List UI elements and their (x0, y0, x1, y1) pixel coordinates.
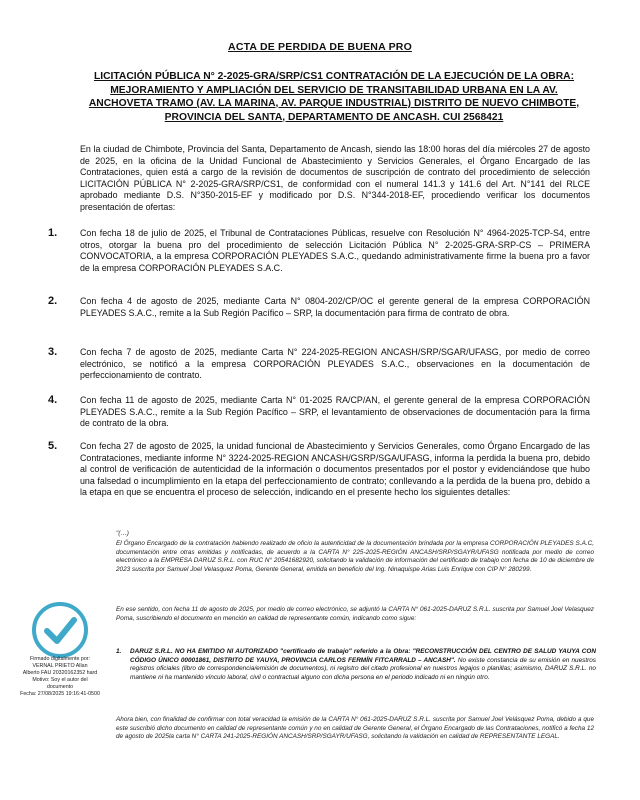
signature-line: Fecha: 27/08/2025 19:16:41-0500 (20, 691, 100, 697)
quote-paragraph-1: El Órgano Encargado de la contratación habiendo realizado de oficio la autenticidad de la documentación brindada por la empresa CORPORACIÓN PLEYADES S.A.C, documentación entre otras emitidas y notificadas, de acuerdo a la CARTA N° 225-2025-REGIÓN ANCASH/SRP/SGAYR/UFASG notificada por medio de correo electrónico a la EMPRESA DARUZ S.R.L. con RUC N° 20541682920, solicitando la validación de información del certificado de trabajo con fecha de 10 de diciembre de 2023 suscrita por Samuel Joel Velasquez Poma, Gerente General, emitida en beneficio del Ing. Ninaquispe Arias Luis Enrique con CIP N° 280299. (116, 540, 594, 573)
list-item-number: 2. (48, 295, 58, 307)
intro-paragraph: En la ciudad de Chimbote, Provincia del Santa, Departamento de Ancash, siendo las 18:00 horas del día miércoles 27 de agosto de 2025, en la oficina de la Unidad Funcional de Abastecimiento y Servicios Generales, el Órgano Encargado de las Contrataciones, quien está a cargo de la revisión de documentos de suscripción de contrato del procedimiento de selección LICITACIÓN PÚBLICA N° 2-2025-GRA/SRP/CS1, de conformidad con el numeral 141.3 y 141.6 del Art. N°141 del RLCE aprobado mediante D.S. N°350-2015-EF y modificado por D.S. N°344-2018-EF, procediendo verificar los documentos presentación de ofertas: (80, 144, 590, 212)
list-item-text: Con fecha 18 de julio de 2025, el Tribunal de Contrataciones Públicas, resuelve con Resolución N° 4964-2025-TCP-S4, entre otros, otorgar la buena pro del procedimiento de selección Licitación Pública N° 2-2025-GRA-SRP-CS – PRIMERA CONVOCATORIA, a la empresa CORPORACIÓN PLEYADES S.A.C., quedando administrativamente firme la buena pro a favor de la empresa CORPORACIÓN PLEYADES S.A.C. (80, 228, 590, 273)
quote-list-bold: DARUZ S.R.L. NO HA EMITIDO NI AUTORIZADO "certificado de trabajo" referido a la Obra: "RECONSTRUCCIÓN DEL CENTRO DE SALUD YAUYA CON CÓDIGO ÚNICO 00001861, DISTRITO DE YAUYA, PROVINCIA CARLOS FERMÍN FITCARRALD – ANCASH". (130, 648, 596, 664)
signature-line: Motivo: Soy el autor del (32, 677, 88, 683)
list-item-text: Con fecha 27 de agosto de 2025, la unidad funcional de Abastecimiento y Servicios Generales, como Órgano Encargado de las Contrataciones, mediante informe N° 3224-2025-REGION ANCASH/GSRP/SGA/UFASG, informa la perdida la buena pro, debido al control de verificación de autenticidad de la información o documentos presentados por el postor y evidenciándose que hubo una falsedad o incumplimiento en la etapa del perfeccionamiento de contrato; conllevando a la perdida de la buena pro, debido a la etapa en que se encuentra el proceso de selección, indicando en el presente hecho los siguientes detalles: (80, 441, 590, 498)
document-subject: LICITACIÓN PÚBLICA N° 2-2025-GRA/SRP/CS1 CONTRATACIÓN DE LA EJECUCIÓN DE LA OBRA: MEJORAMIENTO Y AMPLIACIÓN DEL SERVICIO DE TRANSITABILIDAD URBANA EN LA AV. ANCHOVETA TRAMO (AV. LA MARINA, AV. PARQUE INDUSTRIAL) DISTRITO DE NUEVO CHIMBOTE, PROVINCIA DEL SANTA, DEPARTAMENTO DE ANCASH. CUI 2568421 (88, 71, 580, 123)
list-item-text: Con fecha 7 de agosto de 2025, mediante Carta N° 224-2025-REGION ANCASH/SRP/SGAR/UFASG, por medio de correo electrónico, se notificó a la empresa CORPORACIÓN PLEYADES S.A.C., observaciones en la documentación de perfeccionamiento de contrato. (80, 347, 590, 381)
list-item-text: Con fecha 11 de agosto de 2025, mediante Carta N° 01-2025 RA/CP/AN, el gerente general de la empresa CORPORACIÓN PLEYADES S.A.C., remite a la Sub Región Pacífico – SRP, el levantamiento de observaciones de documentación para la firma de contrato de la obra. (80, 395, 590, 429)
document-title: ACTA DE PERDIDA DE BUENA PRO (228, 41, 412, 53)
list-item-number: 5. (48, 440, 58, 452)
quote-open: "(…) (116, 530, 129, 537)
quote-paragraph-3: Ahora bien, con finalidad de confirmar con total veracidad la emisión de la CARTA N° 061-2025-DARUZ S.R.L. suscrita por Samuel Joel Velásquez Poma, debido a que este suscribió dicho documento en calidad de representante común y no en calidad de Gerente General, el Órgano Encargado de las Contrataciones, notificó a fecha 12 de agosto de 2025la carta N° CARTA 241-2025-REGIÓN ANCASH/SRP/SGAYR/UFASG, solicitando la validación en calidad de REPRESENTANTE LEGAL. (116, 716, 594, 741)
list-item-number: 1. (48, 227, 58, 239)
quote-list-rest: No existe constancia de su emisión en nuestros registros oficiales (libro de correspondencia/emisión de documentos), ni registro del citado profesional en nuestros legajos o planillas; asimismo, DARUZ S.R.L. no mantiene ni ha mantenido vínculo laboral, civil o contractual alguno con dicha persona en el periodo indicado ni en ningún otro. (130, 656, 597, 681)
signature-line: VERNAL PRIETO Allan (32, 663, 88, 669)
signature-line: Firmado digitalmente por: (29, 656, 91, 662)
list-item-text: Con fecha 4 de agosto de 2025, mediante Carta N° 0804-202/CP/OC el gerente general de la empresa CORPORACIÓN PLEYADES S.A.C., remite a la Sub Región Pacífico – SRP, la documentación para firma de contrato de obra. (80, 296, 590, 318)
digital-signature-block (4, 656, 116, 698)
quote-paragraph-2: En ese sentido, con fecha 11 de agosto de 2025, por medio de correo electrónico, se adjuntó la CARTA N° 061-2025-DARUZ S.R.L. suscrita por Samuel Joel Velasquez Poma, suscribiendo el documento en mención en calidad de representante común, indicando como sigue: (116, 606, 594, 622)
signature-line: documento (46, 684, 74, 690)
list-item-number: 3. (48, 346, 58, 358)
signature-line: Alberto FAU 20320162352 hard (22, 670, 98, 676)
quote-list-item (116, 648, 597, 704)
quote-list-number: 1. (116, 648, 122, 655)
list-item-number: 4. (48, 394, 58, 406)
checkmark-seal-icon (30, 600, 90, 660)
